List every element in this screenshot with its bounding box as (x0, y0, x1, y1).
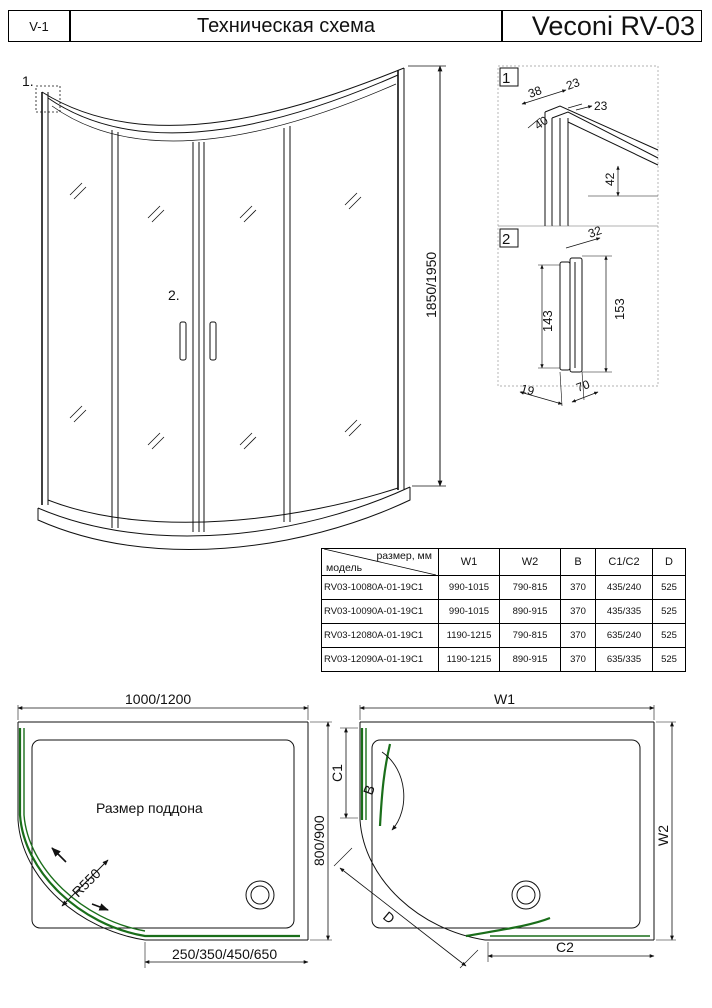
cell-c1c2: 435/335 (596, 600, 653, 624)
detail-1-dim-40: 40 (531, 113, 551, 133)
cell-d: 525 (653, 600, 686, 624)
detail-2-number: 2 (502, 231, 511, 248)
callout-1-label: 1. (22, 73, 34, 89)
table-row (322, 624, 686, 648)
plan-right-c1-label: C1 (329, 764, 345, 782)
callout-2-label: 2. (168, 287, 180, 303)
cell-b: 370 (561, 576, 596, 600)
detail-2-dim-19: 19 (519, 381, 536, 399)
plan-right-w1-label: W1 (494, 691, 515, 707)
cell-b: 370 (561, 648, 596, 672)
cell-model: RV03-12080A-01-19C1 (322, 624, 439, 648)
detail-2-dim-70: 70 (574, 377, 592, 395)
detail-1 (498, 66, 658, 226)
cell-d: 525 (653, 576, 686, 600)
col-header-w2: W2 (500, 549, 561, 576)
spec-table (321, 548, 686, 672)
col-header-w1: W1 (439, 549, 500, 576)
height-dimension-label: 1850/1950 (423, 251, 439, 318)
tray-size-label: Размер поддона (96, 800, 203, 816)
corner-bottom-label: модель (326, 562, 363, 574)
cell-w2: 790-815 (500, 624, 561, 648)
cell-c1c2: 635/240 (596, 624, 653, 648)
drawing-code-text: V-1 (29, 18, 49, 34)
model-name-text: Veconi RV-03 (531, 10, 695, 41)
detail-2 (498, 226, 658, 406)
plan-view-left (18, 705, 332, 968)
cell-w2: 890-915 (500, 600, 561, 624)
cell-model: RV03-10090A-01-19C1 (322, 600, 439, 624)
cell-w1: 990-1015 (439, 576, 500, 600)
table-row (322, 576, 686, 600)
detail-1-dim-38: 38 (526, 83, 544, 101)
col-header-c1c2: C1/C2 (596, 549, 653, 576)
plan-view-right (334, 705, 676, 968)
cell-w1: 1190-1215 (439, 624, 500, 648)
detail-1-dim-23a: 23 (564, 75, 582, 93)
detail-1-dim-23b: 23 (594, 99, 608, 113)
cell-w2: 790-815 (500, 576, 561, 600)
detail-2-dim-153: 153 (612, 298, 627, 320)
plan-right-b-label: B (359, 782, 379, 798)
cell-d: 525 (653, 648, 686, 672)
radius-label: R550 (68, 865, 104, 901)
cell-w2: 890-915 (500, 648, 561, 672)
cell-w1: 1190-1215 (439, 648, 500, 672)
corner-top-label: размер, мм (376, 550, 432, 562)
cell-c1c2: 435/240 (596, 576, 653, 600)
plan-right-w2-label: W2 (655, 825, 671, 846)
col-header-d: D (653, 549, 686, 576)
detail-2-dim-143: 143 (540, 310, 555, 332)
front-view (36, 66, 446, 550)
detail-2-dim-32: 32 (586, 223, 604, 241)
table-row (322, 600, 686, 624)
cell-c1c2: 635/335 (596, 648, 653, 672)
plan-left-depth-label: 800/900 (311, 815, 327, 866)
cell-model: RV03-10080A-01-19C1 (322, 576, 439, 600)
drawing-title-text: Техническая схема (196, 14, 375, 37)
cell-b: 370 (561, 624, 596, 648)
spec-table-corner-cell (322, 549, 439, 576)
cell-model: RV03-12090A-01-19C1 (322, 648, 439, 672)
col-header-b: B (561, 549, 596, 576)
plan-left-bottom-label: 250/350/450/650 (172, 946, 278, 962)
cell-d: 525 (653, 624, 686, 648)
spec-table-header-row (322, 549, 686, 576)
detail-1-number: 1 (502, 70, 511, 87)
plan-right-d-label: D (380, 908, 399, 927)
plan-right-c2-label: C2 (556, 939, 574, 955)
table-row (322, 648, 686, 672)
cell-b: 370 (561, 600, 596, 624)
detail-1-dim-42: 42 (603, 172, 617, 186)
cell-w1: 990-1015 (439, 600, 500, 624)
plan-left-width-label: 1000/1200 (125, 691, 192, 707)
